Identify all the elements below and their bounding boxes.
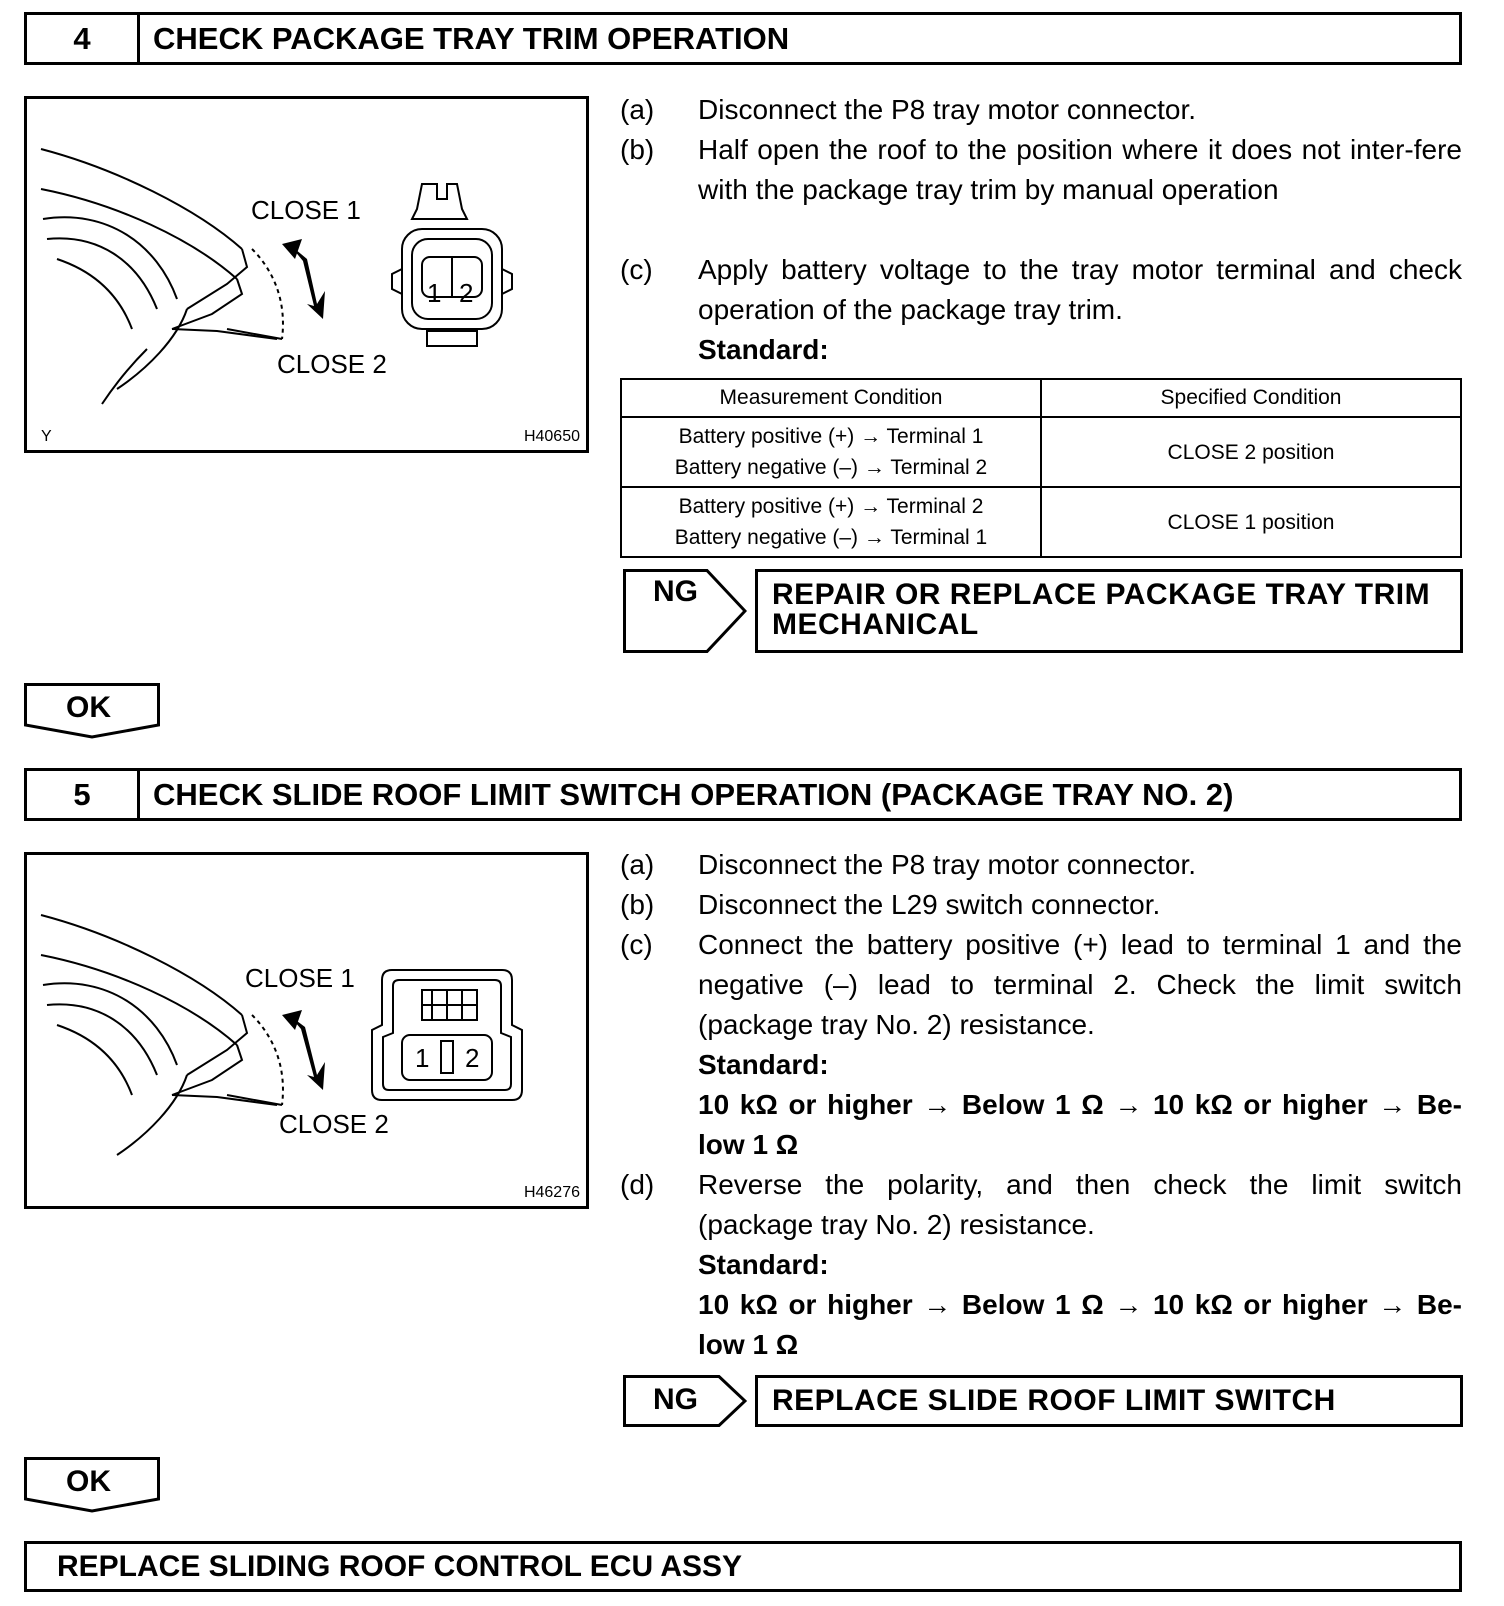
close-2-label: CLOSE 2 [279,1109,389,1139]
pin-1-label: 1 [415,1043,430,1073]
condition-line: Battery negative (–) → Terminal 1 [674,526,988,549]
close-2-label: CLOSE 2 [277,349,387,379]
step-number: 4 [27,15,140,62]
instruction-label: (c) [620,254,653,285]
table-row [621,417,1461,487]
instruction-item [620,90,1462,130]
condition-line: Battery negative (–) → Terminal 2 [674,456,988,479]
ng-action-box: REPAIR OR REPLACE PACKAGE TRAY TRIM MECHANICAL [755,569,1463,653]
table-cell: CLOSE 1 position [1041,487,1461,557]
table-cell: CLOSE 2 position [1041,417,1461,487]
step-4-ok-tab [24,683,160,739]
connector-icon [392,184,512,346]
table-header: Specified Condition [1041,379,1461,417]
step-4-figure [24,96,589,453]
pin-2-label: 2 [459,278,474,308]
instruction-label: (b) [620,134,655,165]
standard-label: Standard: [698,1249,829,1280]
instruction-label: (a) [620,94,655,125]
switch-connector-icon [372,970,522,1100]
condition-line: Battery positive (+) → Terminal 2 [678,495,984,518]
step-5-figure [24,852,589,1209]
condition-line: Battery positive (+) → Terminal 1 [678,425,984,448]
figure-corner-mark: Y [41,428,52,445]
standard-label: Standard: [698,1049,829,1080]
ng-label: NG [653,575,698,608]
table-cell [621,487,1041,557]
instruction-label: (d) [620,1169,655,1200]
pin-2-label: 2 [465,1043,480,1073]
table-header: Measurement Condition [621,379,1041,417]
final-action-box: REPLACE SLIDING ROOF CONTROL ECU ASSY [24,1541,1462,1592]
instruction-item [620,885,1462,925]
step-5-ng-row [623,1375,1463,1427]
standard-value: 10 kΩ or higher → Below 1 Ω → 10 kΩ or higher → Be-low 1 Ω [698,1289,1462,1360]
standard-value: 10 kΩ or higher → Below 1 Ω → 10 kΩ or higher → Be-low 1 Ω [698,1089,1462,1160]
step-5-ok-tab [24,1457,160,1513]
step-number: 5 [27,771,140,818]
ng-label: NG [653,1383,698,1416]
step-title: CHECK PACKAGE TRAY TRIM OPERATION [153,20,790,56]
ok-label: OK [66,691,111,724]
instruction-text: Disconnect the L29 switch connector. [698,889,1161,920]
ng-arrow [623,1375,747,1427]
instruction-text: Reverse the polarity, and then check the limit switch (package tray No. 2) resistance. [698,1169,1462,1240]
instruction-item [620,925,1462,1045]
step-5-instructions [620,845,1462,1365]
bidirectional-arrow-icon [282,239,325,319]
instruction-item [620,845,1462,885]
step-4-ng-row [623,569,1463,653]
ok-label: OK [66,1465,111,1498]
instruction-item [620,130,1462,210]
limit-switch-illustration [27,855,586,1206]
step-4-instructions [620,90,1462,370]
step-4-header [24,12,1462,65]
specification-table [620,378,1462,558]
table-row [621,487,1461,557]
ng-action-box: REPLACE SLIDE ROOF LIMIT SWITCH [755,1375,1463,1427]
instruction-item [620,1165,1462,1245]
instruction-text: Connect the battery positive (+) lead to terminal 1 and the negative (–) lead to terminal 2. Check the limit switch (package tray No. 2) resistance. [698,929,1462,1040]
step-title: CHECK SLIDE ROOF LIMIT SWITCH OPERATION (PACKAGE TRAY NO. 2) [153,776,1234,812]
instruction-text: Half open the roof to the position where it does not inter-fere with the package tray trim by manual operation [698,134,1462,205]
instruction-label: (b) [620,889,655,920]
bidirectional-arrow-icon [282,1010,325,1090]
ng-arrow [623,569,747,653]
table-header-row [621,379,1461,417]
table-cell [621,417,1041,487]
close-1-label: CLOSE 1 [251,195,361,225]
instruction-label: (a) [620,849,655,880]
standard-label: Standard: [698,334,829,365]
close-1-label: CLOSE 1 [245,963,355,993]
instruction-text: Disconnect the P8 tray motor connector. [698,849,1197,880]
instruction-text: Disconnect the P8 tray motor connector. [698,94,1197,125]
instruction-text: Apply battery voltage to the tray motor terminal and check operation of the package tray trim. [698,254,1462,325]
pin-1-label: 1 [427,278,442,308]
instruction-item [620,250,1462,330]
instruction-label: (c) [620,929,653,960]
step-5-header [24,768,1462,821]
figure-code: H46276 [523,1184,580,1201]
figure-code: H40650 [523,428,580,445]
tray-trim-illustration [27,99,586,450]
